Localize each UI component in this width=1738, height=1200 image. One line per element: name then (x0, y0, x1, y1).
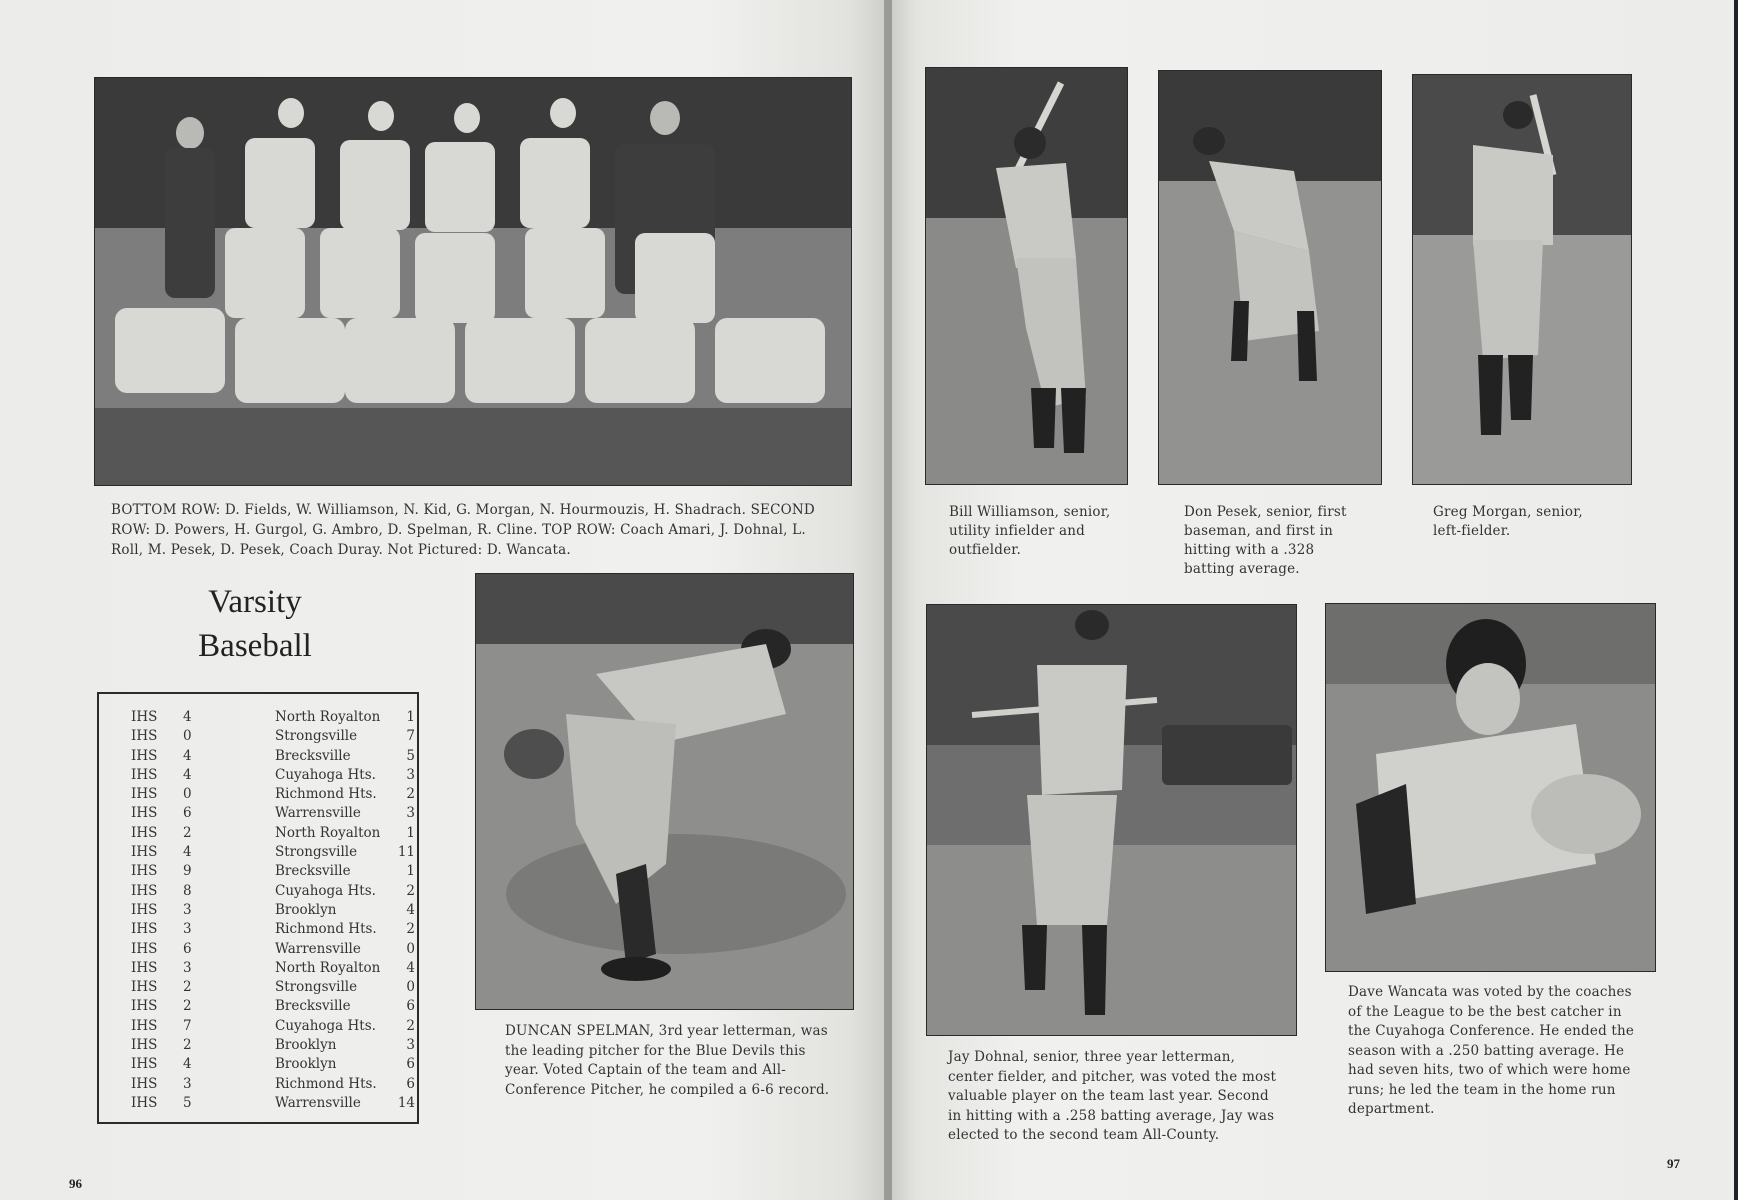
schedule-row (99, 766, 417, 785)
schedule-opponent-score: 6 (406, 998, 415, 1015)
schedule-opponent-score: 2 (406, 786, 415, 803)
schedule-score: 4 (183, 844, 192, 861)
schedule-score: 0 (183, 786, 192, 803)
schedule-opponent: Strongsville (275, 979, 358, 996)
schedule-row (99, 727, 417, 746)
schedule-opponent: Richmond Hts. (275, 786, 377, 803)
dohnal-photo (926, 604, 1297, 1036)
schedule-team: IHS (131, 998, 158, 1015)
schedule-opponent: Cuyahoga Hts. (275, 766, 376, 783)
wancata-photo-illustration (1326, 604, 1655, 971)
pesek-photo (1158, 70, 1382, 485)
schedule-score: 4 (183, 709, 192, 725)
pesek-caption: Don Pesek, senior, first baseman, and first in hitting with a .328 batting average. (1184, 504, 1347, 577)
schedule-score: 7 (183, 1017, 192, 1034)
schedule-team: IHS (131, 1094, 158, 1111)
schedule-row (99, 708, 417, 727)
title-line-varsity: Varsity (208, 584, 302, 620)
schedule-row (99, 901, 417, 920)
schedule-row (99, 920, 417, 939)
schedule-score: 8 (183, 882, 192, 899)
team-photo (94, 77, 852, 486)
schedule-opponent-score: 5 (406, 747, 415, 764)
schedule-team: IHS (131, 959, 158, 976)
schedule-opponent-score: 6 (406, 1075, 415, 1092)
morgan-caption: Greg Morgan, senior, left-fielder. (1433, 504, 1583, 539)
pitcher-photo (475, 573, 854, 1010)
schedule-opponent: Strongsville (275, 844, 358, 861)
schedule-score: 0 (183, 728, 192, 745)
morgan-photo (1412, 74, 1632, 485)
schedule-team: IHS (131, 786, 158, 803)
schedule-opponent: Richmond Hts. (275, 1075, 377, 1092)
schedule-opponent: Brecksville (275, 998, 351, 1015)
schedule-row (99, 1036, 417, 1055)
schedule-opponent-score: 7 (406, 728, 415, 745)
schedule-opponent-score: 2 (406, 921, 415, 938)
page-number-left: 96 (69, 1176, 82, 1191)
schedule-opponent-score: 1 (406, 863, 415, 880)
schedule-opponent: Cuyahoga Hts. (275, 1017, 376, 1034)
wancata-caption: Dave Wancata was voted by the coaches of the League to be the best catcher in the Cuyahoga Conference. He ended the season with a .250 batting average. He had seven hits, two of which were home runs; he led the team in the home run department. (1348, 984, 1635, 1117)
schedule-opponent-score: 0 (406, 979, 415, 996)
schedule-opponent: Warrensville (275, 940, 361, 957)
schedule-score: 6 (183, 805, 192, 822)
schedule-opponent-score: 3 (406, 805, 415, 822)
schedule-score: 2 (183, 979, 192, 996)
schedule-opponent: Warrensville (275, 1094, 361, 1111)
schedule-opponent: Brooklyn (275, 901, 337, 918)
wancata-photo (1325, 603, 1656, 972)
schedule-team: IHS (131, 1056, 158, 1073)
schedule-row (99, 959, 417, 978)
schedule-row (99, 940, 417, 959)
schedule-score: 9 (183, 863, 192, 880)
schedule-opponent-score: 4 (406, 901, 415, 918)
schedule-team: IHS (131, 1037, 158, 1054)
pitcher-caption: DUNCAN SPELMAN, 3rd year letterman, was the leading pitcher for the Blue Devils this year. Voted Captain of the team and All-Conference Pitcher, he compiled a 6-6 record. (505, 1023, 830, 1098)
schedule-team: IHS (131, 709, 158, 725)
schedule-opponent: Warrensville (275, 805, 361, 822)
schedule-opponent: Strongsville (275, 728, 358, 745)
schedule-table (97, 692, 419, 1124)
schedule-score: 5 (183, 1094, 192, 1111)
schedule-opponent: North Royalton (275, 709, 381, 725)
team-photo-caption: BOTTOM ROW: D. Fields, W. Williamson, N. Kid, G. Morgan, N. Hourmouzis, H. Shadrach. SECOND ROW: D. Powers, H. Gurgol, G. Ambro, D. Spelman, R. Cline. TOP ROW: Coach Amari, J. Dohnal, L. Roll, M. Pesek, D. Pesek, Coach Duray. Not Pictured: D. Wancata. (111, 502, 815, 558)
dohnal-caption: Jay Dohnal, senior, three year letterman, center fielder, and pitcher, was voted the most valuable player on the team last year. Second in hitting with a .258 batting average, Jay was elected to the second team All-County. (948, 1049, 1277, 1143)
schedule-score: 2 (183, 824, 192, 841)
schedule-row (99, 843, 417, 862)
schedule-opponent-score: 3 (406, 766, 415, 783)
schedule-row (99, 747, 417, 766)
williamson-photo (925, 67, 1128, 485)
schedule-opponent-score: 14 (397, 1094, 415, 1111)
schedule-team: IHS (131, 921, 158, 938)
schedule-score: 2 (183, 998, 192, 1015)
schedule-score: 6 (183, 940, 192, 957)
schedule-opponent: Cuyahoga Hts. (275, 882, 376, 899)
right-page (892, 0, 1734, 1200)
schedule-opponent-score: 2 (406, 882, 415, 899)
schedule-score: 3 (183, 901, 192, 918)
schedule-row (99, 1094, 417, 1113)
schedule-row (99, 1055, 417, 1074)
schedule-team: IHS (131, 863, 158, 880)
schedule-score: 3 (183, 921, 192, 938)
schedule-row (99, 824, 417, 843)
schedule-opponent: Brecksville (275, 747, 351, 764)
schedule-opponent: Brooklyn (275, 1056, 337, 1073)
book-gutter (884, 0, 892, 1200)
dohnal-photo-illustration (927, 605, 1296, 1035)
schedule-opponent-score: 1 (406, 709, 415, 725)
schedule-opponent: Brecksville (275, 863, 351, 880)
schedule-opponent-score: 3 (406, 1037, 415, 1054)
schedule-score: 3 (183, 959, 192, 976)
pesek-photo-illustration (1159, 71, 1381, 484)
team-photo-illustration (95, 78, 851, 485)
schedule-score: 3 (183, 1075, 192, 1092)
pitcher-photo-illustration (476, 574, 853, 1009)
schedule-row (99, 785, 417, 804)
schedule-opponent-score: 2 (406, 1017, 415, 1034)
schedule-opponent: North Royalton (275, 959, 381, 976)
schedule-team: IHS (131, 728, 158, 745)
schedule-team: IHS (131, 979, 158, 996)
schedule-row (99, 997, 417, 1016)
schedule-opponent: North Royalton (275, 824, 381, 841)
schedule-team: IHS (131, 844, 158, 861)
williamson-caption: Bill Williamson, senior, utility infielder and outfielder. (949, 504, 1111, 558)
schedule-score: 4 (183, 747, 192, 764)
schedule-team: IHS (131, 1017, 158, 1034)
page-title (170, 580, 340, 668)
schedule-row (99, 1017, 417, 1036)
schedule-team: IHS (131, 766, 158, 783)
schedule-score: 4 (183, 766, 192, 783)
schedule-team: IHS (131, 805, 158, 822)
schedule-row (99, 882, 417, 901)
schedule-team: IHS (131, 1075, 158, 1092)
morgan-photo-illustration (1413, 75, 1631, 484)
schedule-row (99, 804, 417, 823)
schedule-opponent-score: 0 (406, 940, 415, 957)
schedule-opponent-score: 11 (397, 844, 415, 861)
schedule-opponent-score: 6 (406, 1056, 415, 1073)
title-line-baseball: Baseball (198, 628, 312, 664)
schedule-opponent: Brooklyn (275, 1037, 337, 1054)
schedule-score: 4 (183, 1056, 192, 1073)
schedule-team: IHS (131, 882, 158, 899)
schedule-team: IHS (131, 747, 158, 764)
schedule-team: IHS (131, 940, 158, 957)
schedule-row (99, 978, 417, 997)
schedule-row (99, 1075, 417, 1094)
schedule-opponent: Richmond Hts. (275, 921, 377, 938)
page-number-right: 97 (1667, 1156, 1680, 1171)
williamson-photo-illustration (926, 68, 1127, 484)
schedule-row (99, 862, 417, 881)
schedule-opponent-score: 1 (406, 824, 415, 841)
schedule-team: IHS (131, 824, 158, 841)
schedule-opponent-score: 4 (406, 959, 415, 976)
schedule-score: 2 (183, 1037, 192, 1054)
schedule-team: IHS (131, 901, 158, 918)
